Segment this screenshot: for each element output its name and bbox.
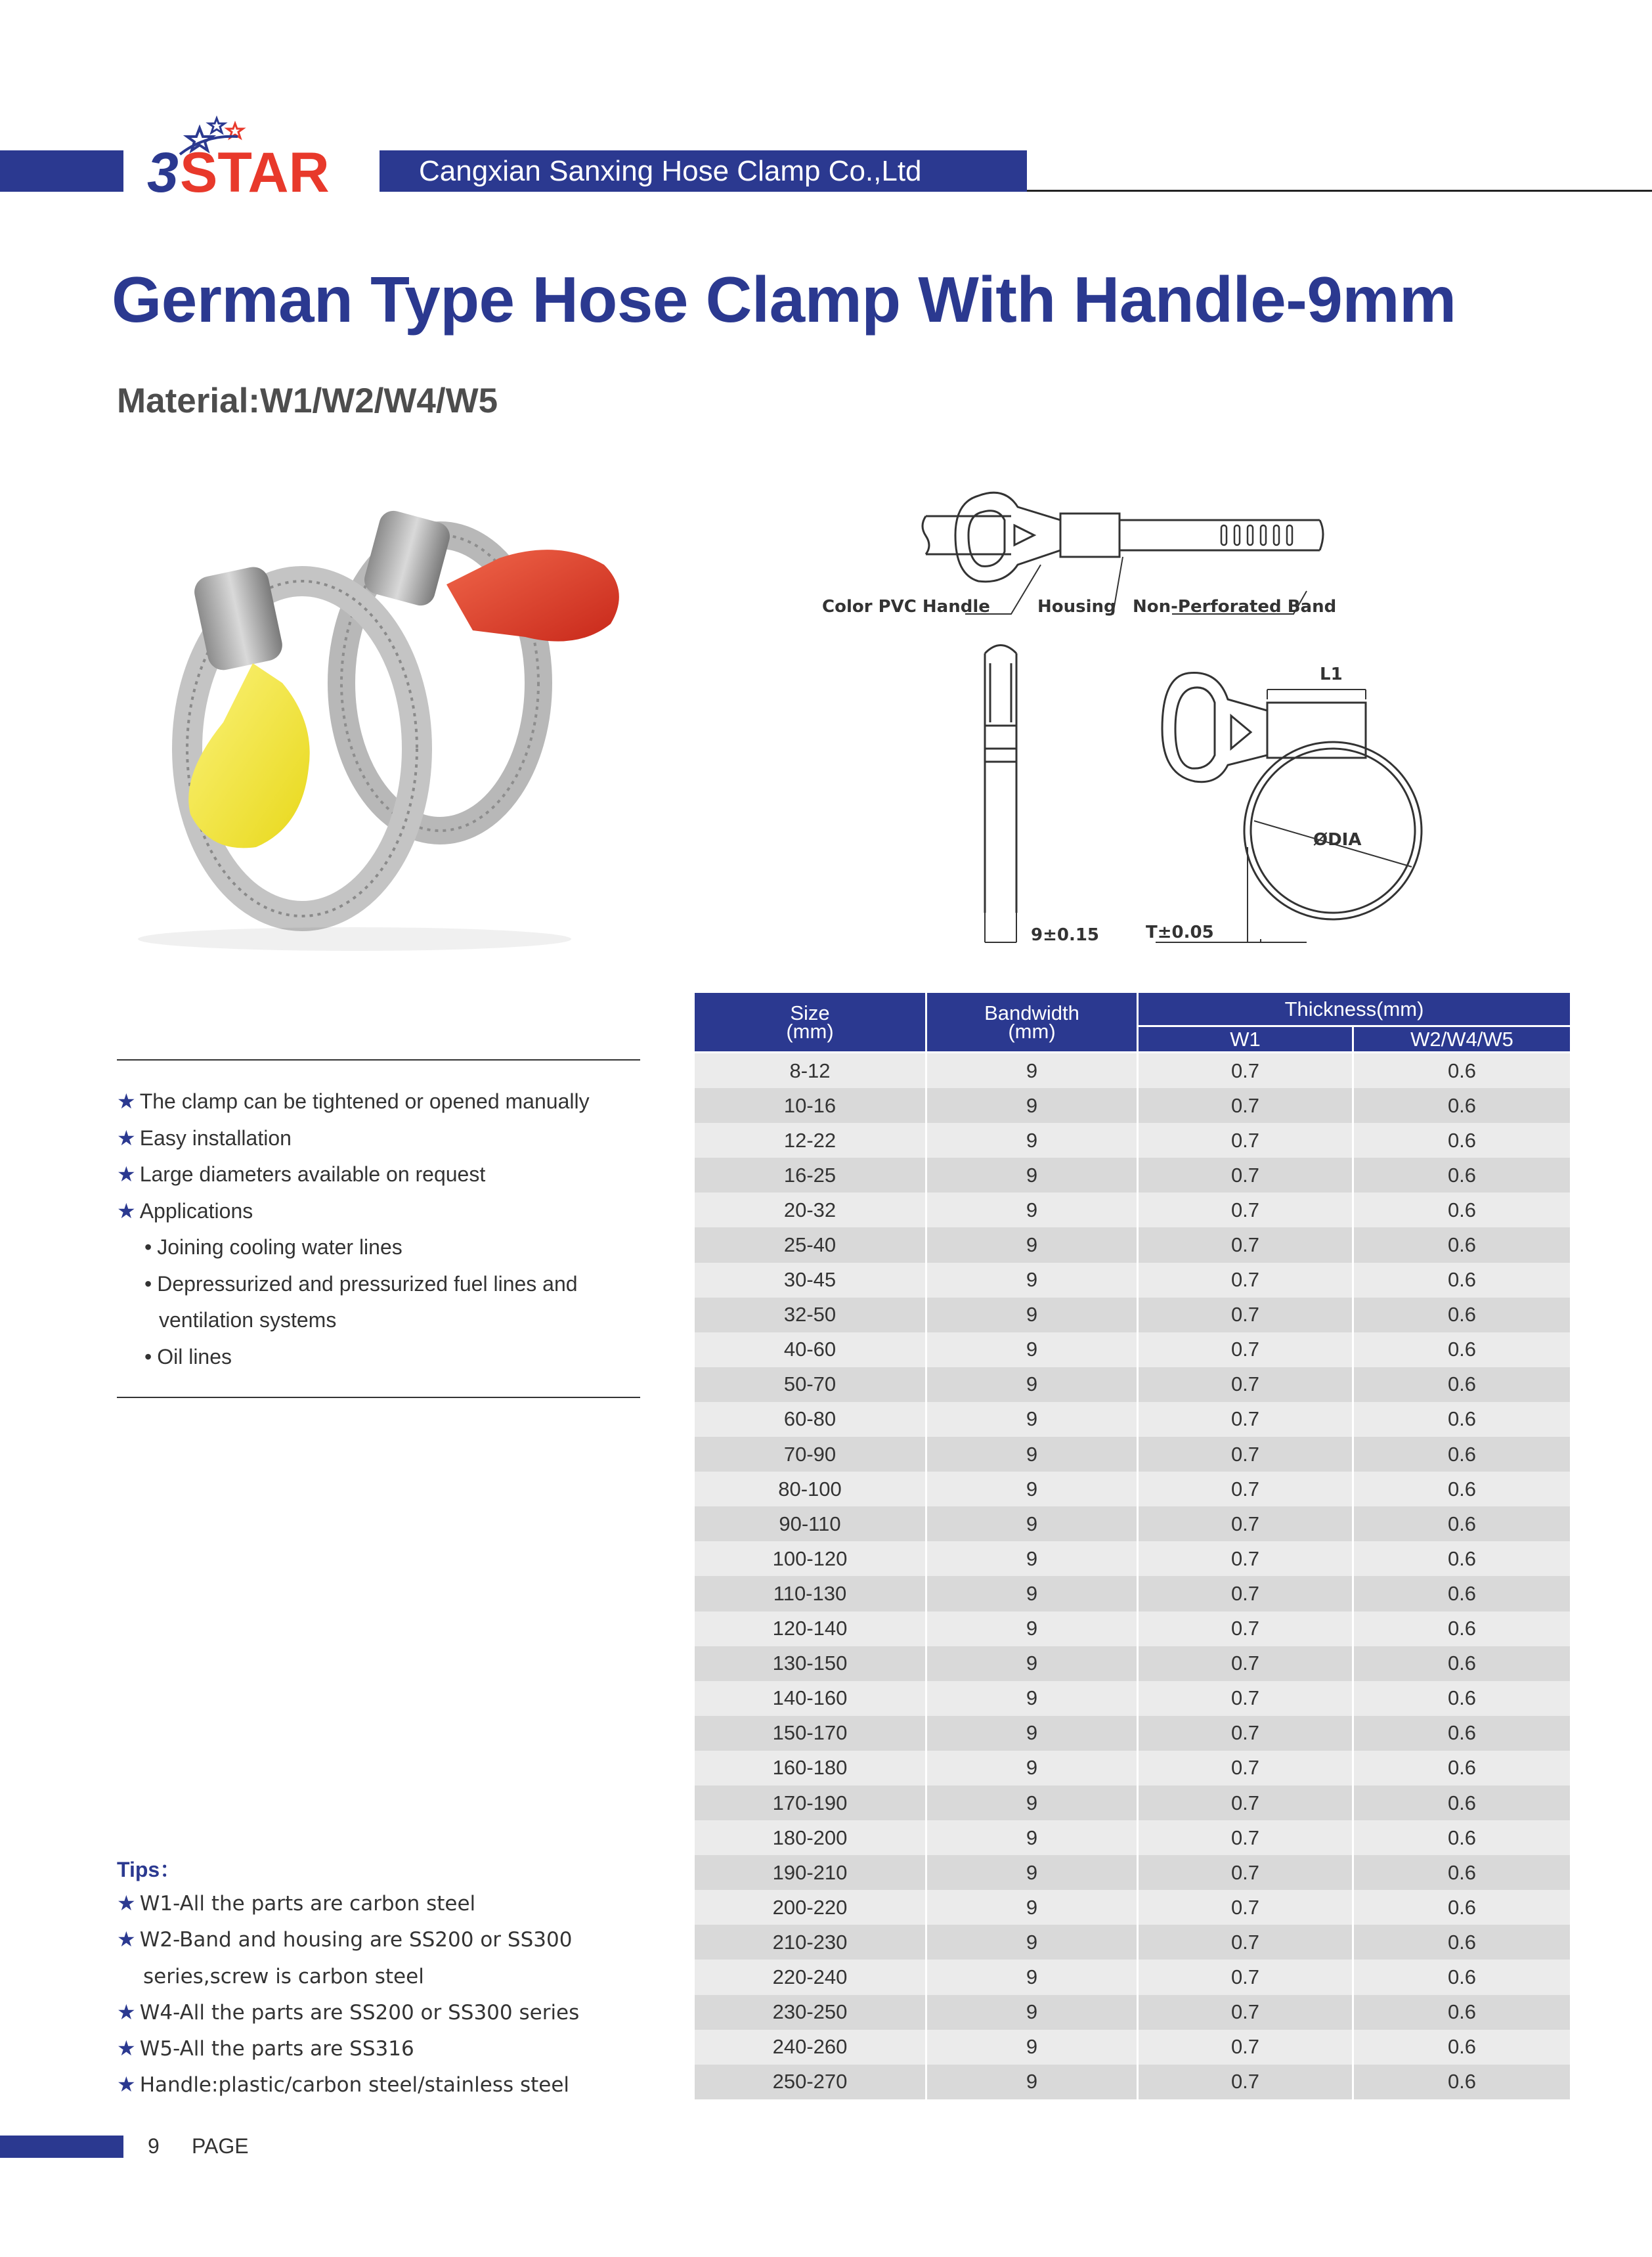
table-row (695, 1890, 1570, 1925)
table-row (695, 1995, 1570, 2030)
cell-w2-w4-w5: 0.6 (1354, 1227, 1570, 1262)
cell-size: 80-100 (695, 1472, 927, 1506)
star-icon: ★ (117, 1089, 136, 1113)
cell-w2-w4-w5: 0.6 (1354, 1053, 1570, 1088)
feature-item: ★ The clamp can be tightened or opened manually (117, 1089, 590, 1113)
cell-size: 12-22 (695, 1123, 927, 1158)
cell-bandwidth: 9 (927, 1820, 1139, 1855)
cell-w2-w4-w5: 0.6 (1354, 2030, 1570, 2065)
cell-size: 130-150 (695, 1646, 927, 1681)
cell-size: 120-140 (695, 1611, 927, 1646)
cell-size: 220-240 (695, 1960, 927, 1994)
header-size: Size (mm) (695, 993, 927, 1053)
cell-bandwidth: 9 (927, 2065, 1139, 2099)
cell-w1: 0.7 (1139, 1123, 1354, 1158)
cell-w2-w4-w5: 0.6 (1354, 1786, 1570, 1820)
cell-w2-w4-w5: 0.6 (1354, 1716, 1570, 1751)
tip-item: ★ W5-All the parts are SS316 (117, 2036, 414, 2061)
cell-size: 190-210 (695, 1855, 927, 1890)
table-row (695, 1855, 1570, 1890)
table-row (695, 1472, 1570, 1506)
cell-bandwidth: 9 (927, 1646, 1139, 1681)
table-row (695, 1646, 1570, 1681)
star-icon: ★ (117, 2036, 136, 2061)
label-non-perforated-band: Non-Perforated Band (1133, 597, 1337, 617)
cell-w1: 0.7 (1139, 1611, 1354, 1646)
table-row (695, 2065, 1570, 2099)
table-row (695, 1960, 1570, 1994)
cell-size: 110-130 (695, 1576, 927, 1611)
cell-w1: 0.7 (1139, 1576, 1354, 1611)
cell-size: 10-16 (695, 1088, 927, 1123)
cell-w1: 0.7 (1139, 1960, 1354, 1994)
spec-table-body (695, 1053, 1570, 2099)
header-bandwidth: Bandwidth (mm) (927, 993, 1139, 1053)
cell-w1: 0.7 (1139, 1855, 1354, 1890)
cell-w1: 0.7 (1139, 1158, 1354, 1193)
label-housing: Housing (1037, 597, 1116, 617)
table-row (695, 1541, 1570, 1576)
cell-w1: 0.7 (1139, 1332, 1354, 1367)
cell-bandwidth: 9 (927, 1855, 1139, 1890)
cell-w2-w4-w5: 0.6 (1354, 1855, 1570, 1890)
table-row (695, 1611, 1570, 1646)
cell-size: 100-120 (695, 1541, 927, 1576)
cell-w2-w4-w5: 0.6 (1354, 2065, 1570, 2099)
bullet-dot-icon: • (144, 1235, 152, 1259)
cell-bandwidth: 9 (927, 1995, 1139, 2030)
bullet-dot-icon: • (144, 1344, 152, 1369)
bullet-dot-icon: • (144, 1271, 152, 1296)
features-top-rule (117, 1059, 640, 1061)
tip-item: ★ W1-All the parts are carbon steel (117, 1891, 476, 1916)
page-label: PAGE (192, 2134, 249, 2158)
table-row (695, 1332, 1570, 1367)
cell-size: 50-70 (695, 1367, 927, 1402)
cell-w2-w4-w5: 0.6 (1354, 1960, 1570, 1994)
table-row (695, 1786, 1570, 1820)
label-dia: ØDIA (1313, 830, 1362, 850)
cell-w1: 0.7 (1139, 1472, 1354, 1506)
cell-w1: 0.7 (1139, 2065, 1354, 2099)
table-row (695, 1506, 1570, 1541)
cell-bandwidth: 9 (927, 1402, 1139, 1437)
cell-w2-w4-w5: 0.6 (1354, 1925, 1570, 1960)
tips-list (117, 1885, 655, 2103)
technical-drawing (808, 466, 1471, 959)
cell-size: 150-170 (695, 1716, 927, 1751)
footer-accent-bar (0, 2136, 123, 2158)
label-color-pvc-handle: Color PVC Handle (822, 597, 990, 617)
label-thickness: T±0.05 (1146, 923, 1214, 942)
feature-subitem: • Depressurized and pressurized fuel lines and (117, 1266, 642, 1303)
table-row (695, 1820, 1570, 1855)
label-l1: L1 (1320, 665, 1343, 684)
cell-bandwidth: 9 (927, 1890, 1139, 1925)
cell-size: 60-80 (695, 1402, 927, 1437)
cell-size: 210-230 (695, 1925, 927, 1960)
cell-w2-w4-w5: 0.6 (1354, 1402, 1570, 1437)
table-row (695, 1681, 1570, 1716)
cell-w1: 0.7 (1139, 1227, 1354, 1262)
svg-text:STAR: STAR (180, 141, 330, 200)
table-row (695, 1123, 1570, 1158)
cell-w1: 0.7 (1139, 1367, 1354, 1402)
cell-w2-w4-w5: 0.6 (1354, 1890, 1570, 1925)
header-rule (1027, 190, 1652, 192)
cell-bandwidth: 9 (927, 1367, 1139, 1402)
cell-size: 170-190 (695, 1786, 927, 1820)
cell-bandwidth: 9 (927, 1332, 1139, 1367)
feature-subitem-continued: ventilation systems (159, 1308, 337, 1332)
brand-logo (139, 105, 362, 200)
star-icon: ★ (117, 1999, 136, 2025)
cell-w1: 0.7 (1139, 1820, 1354, 1855)
cell-bandwidth: 9 (927, 1227, 1139, 1262)
cell-size: 8-12 (695, 1053, 927, 1088)
star-icon: ★ (117, 1162, 136, 1186)
table-row (695, 1437, 1570, 1472)
cell-bandwidth: 9 (927, 1437, 1139, 1472)
tip-item: ★ W4-All the parts are SS200 or SS300 series (117, 1999, 580, 2025)
features-list (117, 1084, 642, 1375)
cell-bandwidth: 9 (927, 1925, 1139, 1960)
cell-bandwidth: 9 (927, 2030, 1139, 2065)
cell-w1: 0.7 (1139, 1786, 1354, 1820)
cell-w1: 0.7 (1139, 1681, 1354, 1716)
cell-size: 90-110 (695, 1506, 927, 1541)
table-row (695, 1298, 1570, 1332)
star-icon: ★ (117, 1198, 136, 1223)
cell-w2-w4-w5: 0.6 (1354, 1158, 1570, 1193)
cell-bandwidth: 9 (927, 1298, 1139, 1332)
cell-bandwidth: 9 (927, 1681, 1139, 1716)
product-photo (105, 486, 696, 959)
cell-w2-w4-w5: 0.6 (1354, 1820, 1570, 1855)
cell-size: 140-160 (695, 1681, 927, 1716)
feature-item: ★ Easy installation (117, 1126, 292, 1150)
cell-w2-w4-w5: 0.6 (1354, 1611, 1570, 1646)
feature-item: ★ Applications (117, 1198, 253, 1223)
logo-text: 3 (147, 141, 179, 200)
star-icon: ★ (117, 1891, 136, 1916)
cell-w2-w4-w5: 0.6 (1354, 1646, 1570, 1681)
feature-item: ★ Large diameters available on request (117, 1162, 486, 1186)
cell-w1: 0.7 (1139, 1506, 1354, 1541)
cell-bandwidth: 9 (927, 1472, 1139, 1506)
cell-w1: 0.7 (1139, 1298, 1354, 1332)
cell-size: 180-200 (695, 1820, 927, 1855)
table-row (695, 1263, 1570, 1298)
cell-w1: 0.7 (1139, 1890, 1354, 1925)
cell-w2-w4-w5: 0.6 (1354, 1123, 1570, 1158)
cell-bandwidth: 9 (927, 1123, 1139, 1158)
cell-w1: 0.7 (1139, 1053, 1354, 1088)
feature-subitem: • Oil lines (117, 1339, 642, 1376)
cell-w1: 0.7 (1139, 1263, 1354, 1298)
table-row (695, 1716, 1570, 1751)
page-title: German Type Hose Clamp With Handle-9mm (112, 263, 1456, 336)
cell-w2-w4-w5: 0.6 (1354, 1332, 1570, 1367)
cell-size: 200-220 (695, 1890, 927, 1925)
header-accent-bar (0, 150, 123, 192)
cell-w1: 0.7 (1139, 1088, 1354, 1123)
cell-w1: 0.7 (1139, 1193, 1354, 1227)
table-row (695, 1193, 1570, 1227)
cell-w1: 0.7 (1139, 1995, 1354, 2030)
cell-bandwidth: 9 (927, 1506, 1139, 1541)
cell-bandwidth: 9 (927, 1263, 1139, 1298)
table-row (695, 1227, 1570, 1262)
table-row (695, 1088, 1570, 1123)
cell-w2-w4-w5: 0.6 (1354, 1367, 1570, 1402)
cell-w1: 0.7 (1139, 1437, 1354, 1472)
cell-w2-w4-w5: 0.6 (1354, 1298, 1570, 1332)
star-icon: ★ (117, 2072, 136, 2097)
cell-size: 30-45 (695, 1263, 927, 1298)
cell-w1: 0.7 (1139, 1541, 1354, 1576)
cell-size: 250-270 (695, 2065, 927, 2099)
cell-w2-w4-w5: 0.6 (1354, 1576, 1570, 1611)
cell-w2-w4-w5: 0.6 (1354, 1472, 1570, 1506)
label-width: 9±0.15 (1031, 925, 1100, 945)
cell-size: 20-32 (695, 1193, 927, 1227)
header-w2-w4-w5: W2/W4/W5 (1354, 1027, 1570, 1053)
table-row (695, 1053, 1570, 1088)
table-row (695, 1751, 1570, 1786)
features-bottom-rule (117, 1397, 640, 1398)
cell-size: 16-25 (695, 1158, 927, 1193)
table-row (695, 1158, 1570, 1193)
table-row (695, 1367, 1570, 1402)
cell-w1: 0.7 (1139, 1402, 1354, 1437)
cell-w1: 0.7 (1139, 1925, 1354, 1960)
table-row (695, 1576, 1570, 1611)
cell-bandwidth: 9 (927, 1193, 1139, 1227)
logo-star-icon (209, 118, 225, 133)
star-icon: ★ (117, 1927, 136, 1952)
cell-w2-w4-w5: 0.6 (1354, 1088, 1570, 1123)
cell-w1: 0.7 (1139, 1751, 1354, 1786)
cell-size: 40-60 (695, 1332, 927, 1367)
spec-table (695, 993, 1570, 2099)
header-thickness: Thickness(mm) (1139, 993, 1570, 1027)
cell-bandwidth: 9 (927, 1088, 1139, 1123)
table-row (695, 1925, 1570, 1960)
feature-subitem: • Joining cooling water lines (117, 1229, 642, 1266)
table-row (695, 1402, 1570, 1437)
cell-size: 230-250 (695, 1995, 927, 2030)
tips-title: Tips： (117, 1858, 181, 1881)
cell-size: 160-180 (695, 1751, 927, 1786)
table-row (695, 2030, 1570, 2065)
cell-w2-w4-w5: 0.6 (1354, 1995, 1570, 2030)
cell-size: 240-260 (695, 2030, 927, 2065)
cell-bandwidth: 9 (927, 1053, 1139, 1088)
cell-w2-w4-w5: 0.6 (1354, 1751, 1570, 1786)
cell-bandwidth: 9 (927, 1716, 1139, 1751)
cell-bandwidth: 9 (927, 1786, 1139, 1820)
cell-bandwidth: 9 (927, 1541, 1139, 1576)
cell-w2-w4-w5: 0.6 (1354, 1681, 1570, 1716)
cell-w2-w4-w5: 0.6 (1354, 1541, 1570, 1576)
cell-size: 70-90 (695, 1437, 927, 1472)
cell-bandwidth: 9 (927, 1960, 1139, 1994)
cell-bandwidth: 9 (927, 1158, 1139, 1193)
cell-w2-w4-w5: 0.6 (1354, 1506, 1570, 1541)
star-icon: ★ (117, 1126, 136, 1150)
cell-w1: 0.7 (1139, 2030, 1354, 2065)
cell-w1: 0.7 (1139, 1646, 1354, 1681)
tip-item: ★ W2-Band and housing are SS200 or SS300 (117, 1927, 573, 1952)
cell-w2-w4-w5: 0.6 (1354, 1437, 1570, 1472)
material-subtitle: Material:W1/W2/W4/W5 (117, 382, 498, 420)
page-number: 9 (148, 2134, 160, 2158)
cell-bandwidth: 9 (927, 1576, 1139, 1611)
header-w1: W1 (1139, 1027, 1354, 1053)
cell-w1: 0.7 (1139, 1716, 1354, 1751)
cell-bandwidth: 9 (927, 1751, 1139, 1786)
tip-item: ★ Handle:plastic/carbon steel/stainless steel (117, 2072, 570, 2097)
cell-size: 25-40 (695, 1227, 927, 1262)
cell-size: 32-50 (695, 1298, 927, 1332)
company-name-bar: Cangxian Sanxing Hose Clamp Co.,Ltd (380, 150, 1027, 192)
tip-item-continued: series,screw is carbon steel (143, 1964, 424, 1988)
cell-w2-w4-w5: 0.6 (1354, 1193, 1570, 1227)
cell-bandwidth: 9 (927, 1611, 1139, 1646)
cell-w2-w4-w5: 0.6 (1354, 1263, 1570, 1298)
